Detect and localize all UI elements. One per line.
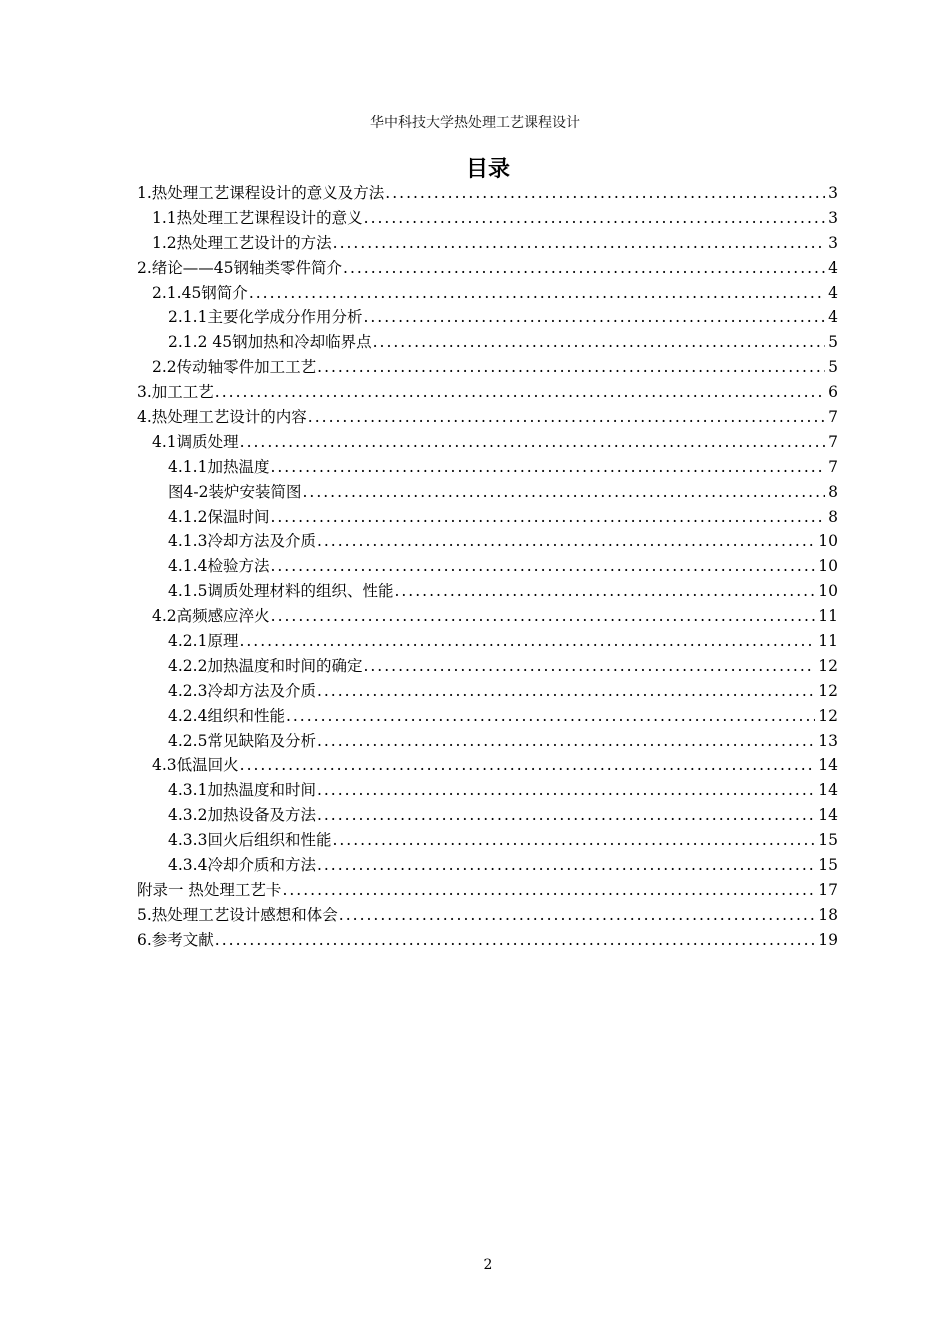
toc-entry[interactable] [137,629,838,654]
toc-entry-page: 13 [818,731,838,750]
toc-entry[interactable] [137,753,838,778]
toc-entry-page: 11 [818,607,838,626]
dot-leader [249,281,825,306]
toc-entry-label: 图4-2装炉安装简图 [168,482,302,501]
toc-entry-label: 2.2传动轴零件加工工艺 [152,358,317,377]
toc-entry-label: 4.1.4检验方法 [168,557,270,576]
toc-title: 目录 [465,157,510,182]
toc-entry-page: 8 [828,507,838,526]
dot-leader [282,878,815,903]
toc-entry[interactable] [137,579,838,604]
toc-entry[interactable] [137,778,838,803]
toc-entry-page: 17 [818,880,838,899]
toc-entry-page: 8 [828,482,838,501]
toc-entry-label: 1.1热处理工艺课程设计的意义 [152,208,363,227]
toc-entry-page: 15 [818,831,838,850]
dot-leader [270,455,825,480]
toc-entry-label: 4.2.1原理 [168,632,239,651]
toc-entry-page: 7 [828,408,838,427]
toc-entry[interactable] [137,853,838,878]
dot-leader [385,181,825,206]
toc-entry-label: 4.2.4组织和性能 [168,706,285,725]
toc-entry-page: 15 [818,856,838,875]
dot-leader [270,554,815,579]
toc-entry-label: 4.2高频感应淬火 [152,607,270,626]
toc-entry-page: 14 [818,756,838,775]
toc-entry-page: 11 [818,632,838,651]
toc-entry-label: 4.1.5调质处理材料的组织、性能 [168,582,394,601]
toc-entry[interactable] [137,330,838,355]
toc-entry[interactable] [137,704,838,729]
toc-entry[interactable] [137,405,838,430]
toc-entry[interactable] [137,355,838,380]
toc-entry-page: 14 [818,806,838,825]
dot-leader [270,505,825,530]
toc-entry[interactable] [137,256,838,281]
toc-entry[interactable] [137,380,838,405]
toc-entry-label: 4.2.3冷却方法及介质 [168,681,316,700]
toc-entry-page: 6 [828,383,838,402]
dot-leader [317,679,815,704]
dot-leader [317,729,815,754]
toc-entry-page: 19 [818,930,838,949]
dot-leader [302,480,825,505]
toc-entry-label: 4.2.2加热温度和时间的确定 [168,656,363,675]
toc-entry[interactable] [137,554,838,579]
toc-entry-label: 1.热处理工艺课程设计的意义及方法 [137,184,385,202]
dot-leader [317,803,815,828]
toc-entry-page: 4 [828,258,838,277]
toc-entry-label: 2.绪论——45钢轴类零件简介 [137,258,343,277]
toc-entry-page: 14 [818,781,838,800]
toc-entry[interactable] [137,903,838,928]
dot-leader [363,305,825,330]
toc-entry-label: 4.2.5常见缺陷及分析 [168,731,316,750]
toc-entry-label: 4.1调质处理 [152,432,239,451]
toc-entry-label: 4.3.1加热温度和时间 [168,781,316,800]
dot-leader [286,704,815,729]
toc-entry-label: 4.1.1加热温度 [168,457,270,476]
toc-entry-page: 3 [828,184,838,202]
dot-leader [317,355,825,380]
toc-entry[interactable] [137,480,838,505]
toc-entry-page: 18 [818,905,838,924]
toc-entry-page: 10 [818,582,838,601]
toc-entry-page: 5 [828,333,838,352]
toc-entry[interactable] [137,281,838,306]
toc-entry-label: 3.加工工艺 [137,383,214,402]
toc-entry-label: 2.1.2 45钢加热和冷却临界点 [168,333,372,352]
toc-entry-label: 2.1.45钢简介 [152,283,248,302]
toc-entry[interactable] [137,654,838,679]
dot-leader [333,231,825,256]
toc-entry-page: 10 [818,532,838,551]
toc-entry-page: 12 [818,681,838,700]
dot-leader [364,206,825,231]
dot-leader [332,828,815,853]
toc-entry-label: 5.热处理工艺设计感想和体会 [137,905,338,924]
dot-leader [317,778,815,803]
toc-entry[interactable] [137,305,838,330]
toc-entry-page: 3 [828,208,838,227]
toc-entry[interactable] [137,828,838,853]
toc-entry-page: 12 [818,706,838,725]
toc-entry-page: 10 [818,557,838,576]
table-of-contents [137,181,838,953]
dot-leader [240,753,816,778]
page-number: 2 [483,1257,493,1273]
toc-entry-page: 7 [828,432,838,451]
dot-leader [343,256,825,281]
toc-entry[interactable] [137,455,838,480]
toc-entry-label: 4.热处理工艺设计的内容 [137,408,307,427]
toc-entry[interactable] [137,206,838,231]
dot-leader [240,430,825,455]
dot-leader [317,853,815,878]
toc-entry[interactable] [137,729,838,754]
dot-leader [394,579,815,604]
toc-entry-label: 4.1.2保温时间 [168,507,270,526]
toc-entry[interactable] [137,878,838,903]
dot-leader [239,629,815,654]
dot-leader [317,529,815,554]
dot-leader [373,330,826,355]
toc-entry-label: 附录一 热处理工艺卡 [137,880,282,899]
toc-entry[interactable] [137,430,838,455]
toc-entry-label: 4.3.4冷却介质和方法 [168,856,316,875]
toc-entry-page: 5 [828,358,838,377]
toc-entry[interactable] [137,604,838,629]
toc-entry-label: 4.3.3回火后组织和性能 [168,831,332,850]
toc-entry-page: 3 [828,233,838,252]
toc-entry-label: 2.1.1主要化学成分作用分析 [168,308,363,327]
dot-leader [363,654,815,679]
toc-entry-page: 4 [828,308,838,327]
toc-entry-label: 6.参考文献 [137,930,214,949]
toc-entry-page: 7 [828,457,838,476]
toc-entry-label: 1.2热处理工艺设计的方法 [152,233,332,252]
toc-entry[interactable] [137,181,838,206]
running-header: 华中科技大学热处理工艺课程设计 [370,115,580,131]
dot-leader [215,928,815,953]
toc-entry-label: 4.1.3冷却方法及介质 [168,532,316,551]
toc-entry[interactable] [137,679,838,704]
toc-entry-page: 4 [828,283,838,302]
dot-leader [215,380,825,405]
toc-entry-label: 4.3.2加热设备及方法 [168,806,316,825]
toc-entry-label: 4.3低温回火 [152,756,239,775]
toc-entry[interactable] [137,529,838,554]
toc-entry[interactable] [137,928,838,953]
dot-leader [271,604,816,629]
dot-leader [339,903,815,928]
dot-leader [308,405,825,430]
toc-entry[interactable] [137,505,838,530]
toc-entry[interactable] [137,803,838,828]
toc-entry-page: 12 [818,656,838,675]
toc-entry[interactable] [137,231,838,256]
